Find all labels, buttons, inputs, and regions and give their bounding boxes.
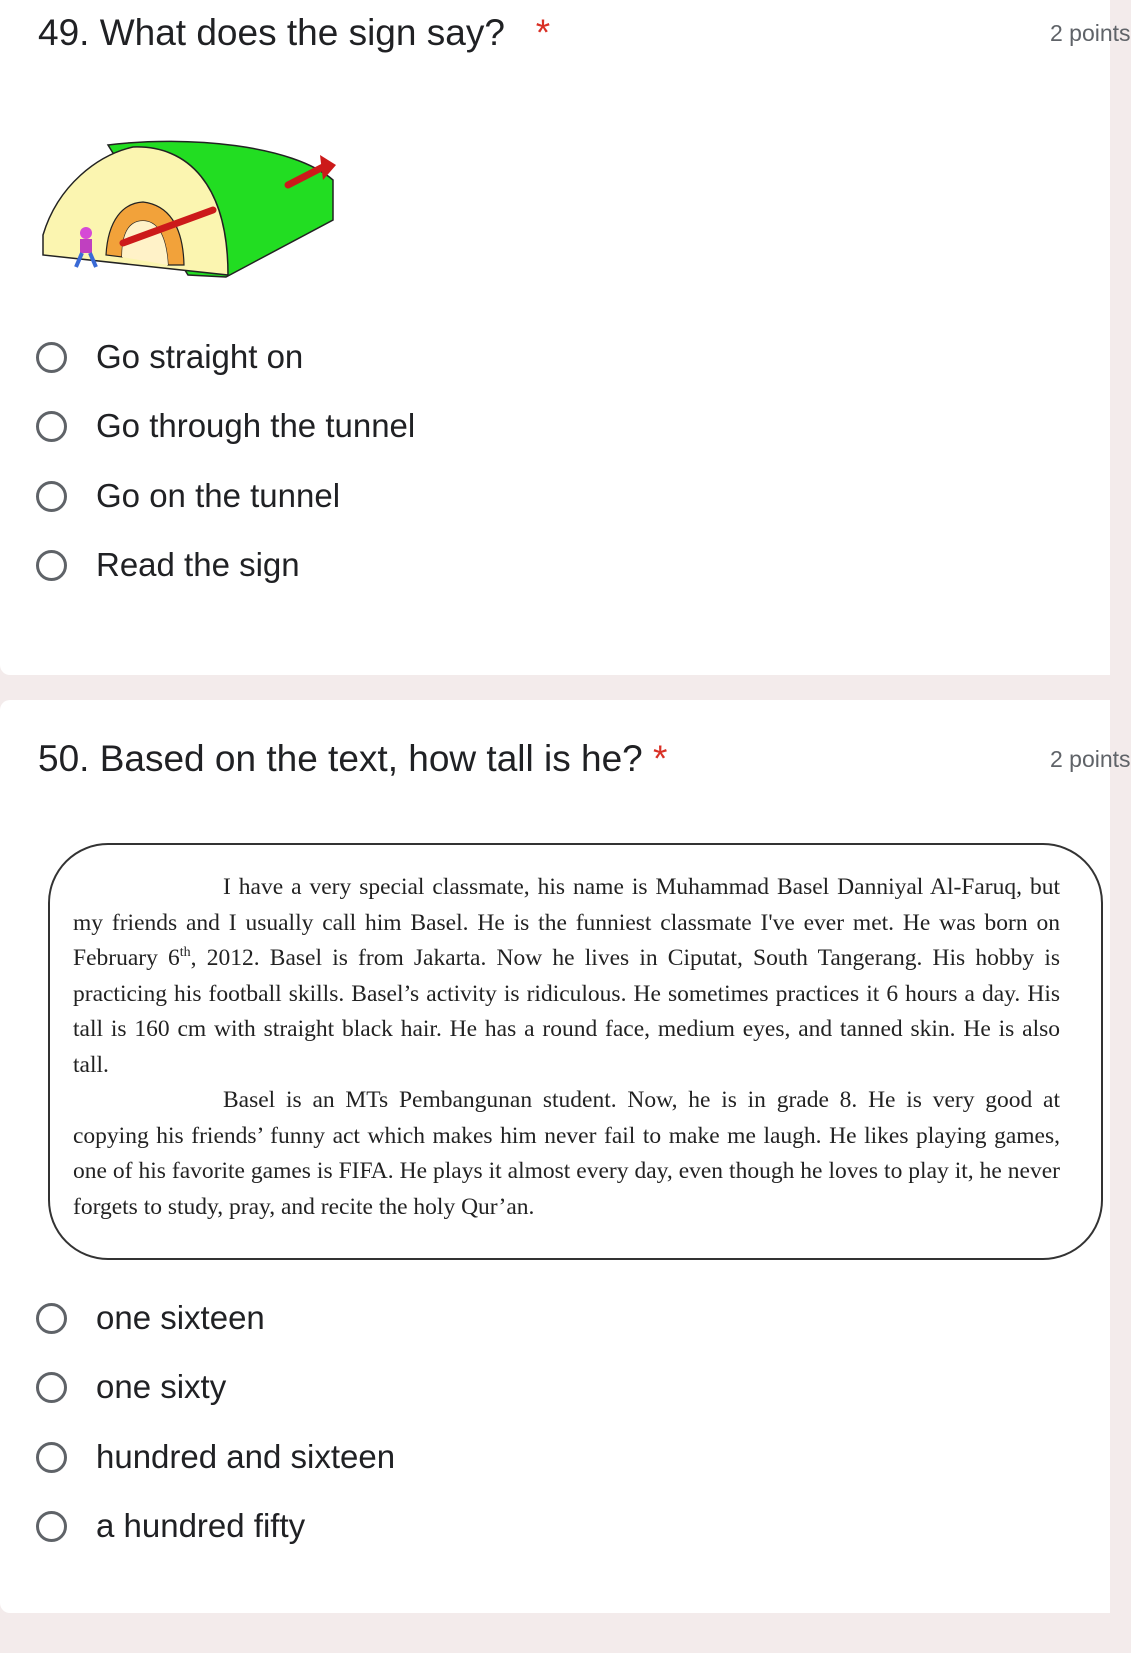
- passage-paragraph-1: I have a very special classmate, his name is Muhammad Basel Danniyal Al-Faruq, but my friends and I usually call him Basel. He is the funniest classmate I've ever met. He was born on February 6th, 2012. Basel is from Jakarta. Now he lives in Ciputat, South Tangerang. His hobby is practicing his football skills. Basel’s activity is ridiculous. He sometimes practices it 6 hours a day. His tall is 160 cm with straight black hair. He has a round face, medium eyes, and tanned skin. He is also tall.: [73, 874, 1060, 1078]
- points-label: 2 points: [1050, 746, 1131, 772]
- option-go-through-the-tunnel[interactable]: Go through the tunnel: [36, 400, 415, 452]
- radio-button[interactable]: [36, 1511, 67, 1542]
- radio-button[interactable]: [36, 342, 67, 373]
- question-title: 50. Based on the text, how tall is he? *: [38, 738, 668, 779]
- option-one-sixty[interactable]: one sixty: [36, 1361, 226, 1413]
- radio-button[interactable]: [36, 1372, 67, 1403]
- reading-passage: [73, 870, 1060, 1225]
- option-go-on-the-tunnel[interactable]: Go on the tunnel: [36, 470, 340, 522]
- required-asterisk: *: [653, 738, 668, 779]
- option-go-straight-on[interactable]: Go straight on: [36, 331, 303, 383]
- option-one-sixteen[interactable]: one sixteen: [36, 1292, 265, 1344]
- question-card-49: [0, 0, 1131, 675]
- option-read-the-sign[interactable]: Read the sign: [36, 539, 300, 591]
- radio-button[interactable]: [36, 481, 67, 512]
- radio-button[interactable]: [36, 411, 67, 442]
- radio-button[interactable]: [36, 550, 67, 581]
- passage-paragraph-2: Basel is an MTs Pembangunan student. Now, he is in grade 8. He is very good at copying his friends’ funny act which makes him never fail to make me laugh. He likes playing games, one of his favorite games is FIFA. He plays it almost every day, even though he loves to play it, he never forgets to study, pray, and recite the holy Qur’an.: [73, 1087, 1060, 1220]
- option-a-hundred-fifty[interactable]: a hundred fifty: [36, 1500, 305, 1552]
- required-asterisk: *: [535, 12, 551, 53]
- option-hundred-and-sixteen[interactable]: hundred and sixteen: [36, 1431, 395, 1483]
- question-title: 49. What does the sign say? *: [38, 12, 551, 53]
- radio-button[interactable]: [36, 1442, 67, 1473]
- tunnel-sign-icon: [38, 125, 348, 290]
- points-label: 2 points: [1050, 20, 1131, 46]
- radio-button[interactable]: [36, 1303, 67, 1334]
